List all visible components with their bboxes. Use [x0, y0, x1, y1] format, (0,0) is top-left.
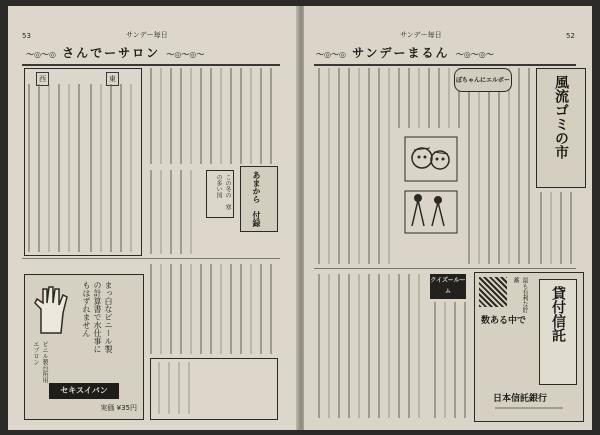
bank-address-line: [495, 407, 563, 409]
bank-name: 日本信託銀行: [493, 394, 548, 404]
left-page-title: さんでーサロン: [62, 46, 161, 60]
text-column: [260, 68, 262, 164]
text-column: [150, 68, 152, 164]
text-column: [260, 264, 262, 354]
bank-ad: [474, 272, 584, 422]
text-column: [428, 68, 430, 128]
text-column: [210, 68, 212, 164]
text-column: [270, 68, 272, 164]
badge-text: ぼちゃんにエルボー: [455, 77, 510, 84]
text-column: [550, 192, 552, 264]
text-column: [240, 264, 242, 354]
magazine-spread: [8, 6, 592, 430]
text-column: [28, 84, 30, 252]
text-column: [100, 84, 102, 252]
mini-box-text: この冬の 寒の多い国: [215, 174, 231, 210]
text-column: [120, 84, 122, 252]
text-column: [150, 264, 152, 354]
text-column: [328, 68, 330, 264]
left-page-number: 53: [22, 32, 31, 40]
text-column: [200, 264, 202, 354]
cartoon-figures-icon: [404, 190, 458, 234]
bank-vertical-title: 貸付信託: [550, 286, 566, 342]
quiz-room-label: クイズールーム: [430, 274, 466, 299]
west-label: 西: [36, 72, 49, 86]
text-column: [444, 302, 446, 418]
text-column: [434, 302, 436, 418]
text-column: [478, 68, 480, 264]
text-column: [168, 362, 170, 414]
text-column: [220, 68, 222, 164]
text-column: [388, 274, 390, 418]
text-column: [348, 274, 350, 418]
text-column: [368, 68, 370, 264]
text-column: [190, 68, 192, 164]
text-column: [230, 264, 232, 354]
text-column: [318, 274, 320, 418]
badge-box: [454, 68, 512, 92]
text-column: [90, 84, 92, 252]
text-column: [180, 68, 182, 164]
sekisui-ad: [24, 274, 144, 420]
left-banner: [26, 44, 204, 62]
text-column: [58, 84, 60, 252]
text-column: [398, 68, 400, 128]
text-column: [190, 170, 192, 254]
text-column: [270, 264, 272, 354]
pattern-block: [479, 277, 507, 307]
text-column: [170, 170, 172, 254]
left-page: [8, 6, 298, 430]
text-column: [378, 68, 380, 264]
text-column: [190, 264, 192, 354]
text-column: [338, 274, 340, 418]
text-column: [358, 68, 360, 264]
text-column: [398, 274, 400, 418]
header-rule: [22, 64, 280, 66]
text-column: [178, 362, 180, 414]
text-column: [518, 68, 520, 264]
cartoon-heads-icon: [404, 136, 458, 182]
left-running-head: サンデー毎日: [126, 31, 168, 39]
right-running-head: サンデー毎日: [400, 31, 442, 39]
text-column: [408, 274, 410, 418]
banner-ornament-icon: 〜◎〜◎: [26, 50, 56, 59]
side-title: 風流ゴミの市: [553, 75, 569, 159]
glove-icon: [31, 283, 75, 335]
text-column: [130, 84, 132, 252]
text-column: [48, 84, 50, 252]
text-column: [368, 274, 370, 418]
right-page-title: サンデーまるん: [352, 46, 450, 60]
text-column: [250, 264, 252, 354]
text-column: [110, 84, 112, 252]
bank-vertical-box: [539, 279, 577, 385]
text-column: [230, 68, 232, 164]
text-column: [358, 274, 360, 418]
text-column: [388, 68, 390, 264]
highlight-box: [240, 166, 278, 232]
text-column: [438, 68, 440, 128]
ad-price: 実価 ¥35円: [100, 404, 137, 412]
text-column: [200, 68, 202, 164]
text-column: [464, 302, 466, 418]
section-rule: [22, 258, 280, 259]
text-column: [170, 68, 172, 164]
text-column: [468, 68, 470, 264]
text-column: [188, 362, 190, 414]
text-column: [540, 192, 542, 264]
ad-small-copy: ビニル製台所用エプロン: [32, 341, 48, 383]
text-column: [418, 274, 420, 418]
mini-box: [206, 170, 234, 218]
text-column: [318, 68, 320, 264]
ad-copy: まっ白なビニール製の計算書で水仕事にもはずれません: [82, 281, 113, 353]
answer-table: [24, 68, 142, 256]
text-column: [150, 170, 152, 254]
text-column: [338, 68, 340, 264]
text-column: [180, 170, 182, 254]
text-column: [528, 68, 530, 264]
banner-ornament-icon: 〜◎〜◎〜: [455, 50, 494, 59]
right-page-number: 52: [566, 32, 575, 40]
east-label: 東: [106, 72, 119, 86]
text-column: [250, 68, 252, 164]
section-rule: [314, 268, 576, 269]
text-column: [448, 68, 450, 128]
text-column: [160, 170, 162, 254]
text-column: [180, 264, 182, 354]
text-column: [570, 192, 572, 264]
text-column: [160, 68, 162, 164]
text-column: [170, 264, 172, 354]
text-column: [454, 302, 456, 418]
side-title-box: [536, 68, 586, 188]
text-column: [488, 68, 490, 264]
header-rule: [314, 64, 576, 66]
text-column: [348, 68, 350, 264]
text-column: [38, 84, 40, 252]
highlight-box-text: あまから 付録: [252, 171, 261, 227]
text-column: [498, 68, 500, 264]
bank-small-copy: 最も有利な貯蓄: [512, 277, 528, 313]
text-column: [158, 362, 160, 414]
banner-ornament-icon: 〜◎〜◎: [316, 50, 346, 59]
text-column: [378, 274, 380, 418]
banner-ornament-icon: 〜◎〜◎〜: [166, 50, 205, 59]
text-column: [418, 68, 420, 128]
text-column: [220, 264, 222, 354]
text-column: [160, 264, 162, 354]
text-column: [240, 68, 242, 164]
text-column: [408, 68, 410, 128]
text-column: [78, 84, 80, 252]
text-column: [508, 68, 510, 264]
text-column: [328, 274, 330, 418]
bank-tag: 数ある中で: [481, 316, 527, 326]
right-page: [304, 6, 592, 430]
text-column: [560, 192, 562, 264]
text-column: [210, 264, 212, 354]
text-column: [68, 84, 70, 252]
right-banner: [316, 44, 494, 62]
brand-badge: セキスイバン: [49, 383, 119, 399]
